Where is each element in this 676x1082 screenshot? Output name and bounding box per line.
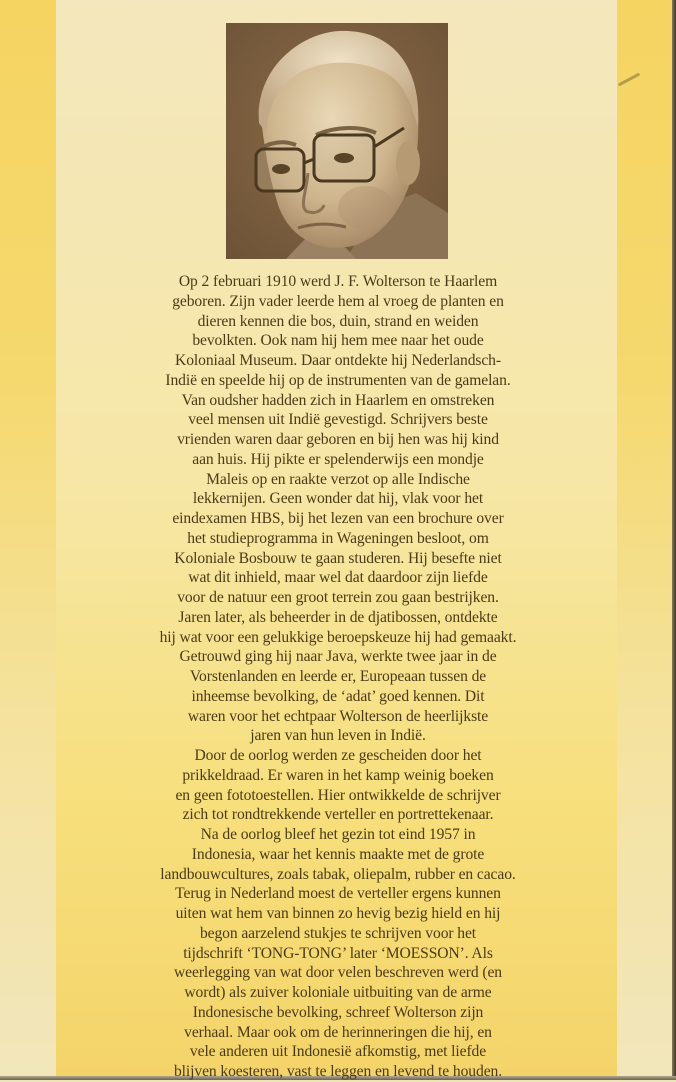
author-portrait-photo — [226, 23, 448, 259]
bio-line: tijdschrift ‘TONG-TONG’ later ‘MOESSON’. Als — [183, 944, 493, 962]
portrait-photo-icon — [226, 23, 448, 259]
bio-line: Op 2 februari 1910 werd J. F. Wolterson te Haarlem — [178, 273, 498, 290]
bio-line: verhaal. Maar ook om de herinneringen die hij, en — [184, 1023, 492, 1041]
book-edge-right — [672, 0, 676, 1080]
bio-line: Indonesische bevolking, schreef Wolterson zijn — [192, 1003, 484, 1021]
bio-line: landbouwcultures, zoals tabak, oliepalm, rubber en cacao. — [160, 865, 516, 883]
bio-line: blijven koesteren, vast te leggen en levend te houden. — [173, 1063, 503, 1080]
bio-line: Terug in Nederland moest de verteller ergens kunnen — [175, 885, 501, 903]
bio-line: Na de oorlog bleef het gezin tot eind 1957 in — [200, 826, 476, 843]
bio-line: hij wat voor een gelukkige beroepskeuze hij had gemaakt. — [159, 628, 517, 646]
bio-line: Indië en speelde hij op de instrumenten van de gamelan. — [165, 371, 511, 389]
bio-line: Getrouwd ging hij naar Java, werkte twee jaar in de — [179, 648, 497, 666]
left-yellow-band — [0, 0, 56, 1076]
bio-line: vrienden waren daar geboren en bij hen was hij kind — [177, 431, 499, 448]
bio-line: wat dit inhield, maar wel dat daardoor zijn liefde — [188, 569, 488, 587]
bio-line: wordt) als zuiver koloniale uitbuiting van de arme — [184, 984, 492, 1001]
bio-line: Maleis op en raakte verzot op alle Indische — [206, 470, 470, 488]
bio-line: Vorstenlanden en leerde er, Europeaan tussen de — [189, 668, 487, 685]
bio-line: inheemse bevolking, de ‘adat’ goed kennen. Dit — [191, 687, 485, 705]
bio-line: Koloniale Bosbouw te gaan studeren. Hij besefte niet — [174, 549, 502, 567]
bio-line: eindexamen HBS, bij het lezen van een brochure over — [172, 510, 504, 527]
bio-line: uiten wat hem van binnen zo hevig bezig hield en hij — [175, 905, 501, 922]
bio-line: geboren. Zijn vader leerde hem al vroeg de planten en — [172, 292, 504, 310]
bio-line: waren voor het echtpaar Wolterson de heerlijkste — [187, 707, 489, 725]
right-yellow-band — [617, 0, 672, 1076]
bio-line: Van oudsher hadden zich in Haarlem en omstreken — [181, 391, 495, 409]
bio-line: begon aarzelend stukjes te schrijven voor het — [199, 924, 477, 942]
bio-line: bevolkten. Ook nam hij hem mee naar het oude — [192, 332, 484, 350]
bio-line: Jaren later, als beheerder in de djatibossen, ontdekte — [178, 608, 498, 626]
bio-line: zich tot rondtrekkende verteller en portrettekenaar. — [182, 806, 494, 824]
bio-line: weerlegging van wat door velen beschreven werd (en — [174, 964, 502, 982]
bio-line: veel mensen uit Indië gevestigd. Schrijvers beste — [188, 411, 488, 429]
bio-line: vele anderen uit Indonesië afkomstig, met liefde — [189, 1043, 487, 1061]
bio-line: aan huis. Hij pikte er spelenderwijs een mondje — [192, 450, 484, 468]
author-biography — [100, 272, 576, 1082]
bio-line: jaren van hun leven in Indië. — [250, 727, 426, 745]
bio-line: Indonesia, waar het kennis maakte met de grote — [191, 845, 485, 863]
bio-line: lekkernijen. Geen wonder dat hij, vlak voor het — [192, 490, 484, 508]
bio-line: voor de natuur een groot terrein zou gaan bestrijken. — [177, 589, 499, 606]
bio-line: het studieprogramma in Wageningen besloot, om — [187, 529, 489, 547]
bio-line: en geen fototoestellen. Hier ontwikkelde de schrijver — [175, 786, 501, 804]
bio-line: prikkeldraad. Er waren in het kamp weinig boeken — [182, 766, 494, 784]
bio-line: Koloniaal Museum. Daar ontdekte hij Nederlandsch- — [175, 352, 501, 369]
bio-line: dieren kennen die bos, duin, strand en weiden — [197, 312, 479, 330]
bio-line: Door de oorlog werden ze gescheiden door het — [194, 747, 482, 764]
